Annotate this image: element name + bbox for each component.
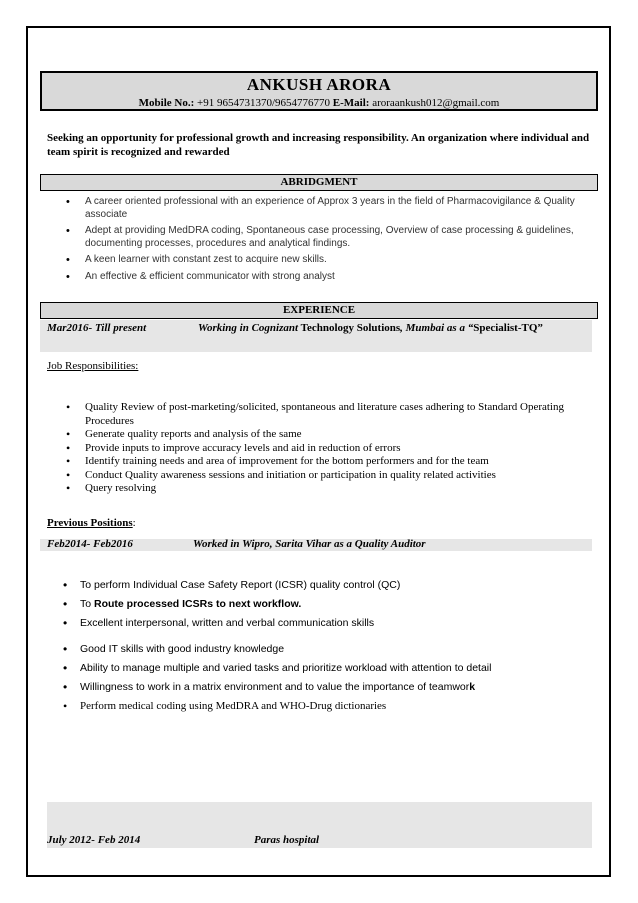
list-item: • To perform Individual Case Safety Report (ICSR) quality control (QC) (63, 577, 593, 596)
role-prefix: Working in Cognizant (198, 322, 299, 334)
contact-line (42, 97, 596, 109)
list-item: • To Route processed ICSRs to next workflow. (63, 596, 593, 615)
wipro-position-row (40, 539, 592, 551)
list-item: • A career oriented professional with an experience of Approx 3 years in the field of Pharmacovigilance & Quality associate (66, 196, 596, 221)
position-title: Specialist-TQ” (473, 322, 543, 334)
list-item: • Quality Review of post-marketing/solicited, spontaneous and literature cases adhering to Standard Operating Procedures (66, 401, 586, 428)
list-item: • Provide inputs to improve accuracy levels and aid in reduction of errors (66, 442, 586, 456)
responsibilities-list (66, 401, 586, 496)
paras-company: Paras hospital (254, 834, 320, 846)
mobile-label: Mobile No.: (138, 97, 195, 109)
paras-position-row (47, 834, 587, 846)
list-item: • Ability to manage multiple and varied tasks and prioritize workload with attention to detail (63, 660, 593, 679)
current-role (198, 322, 543, 334)
list-item: • Identify training needs and area of improvement for the bottom performers and for the team (66, 455, 586, 469)
objective-statement: Seeking an opportunity for professional growth and increasing responsibility. An organization where individual and team spirit is recognized and rewarded (47, 132, 590, 158)
resume-header (40, 71, 598, 111)
list-item: • Generate quality reports and analysis of the same (66, 428, 586, 442)
list-item: • Good IT skills with good industry knowledge (63, 641, 593, 660)
experience-heading: EXPERIENCE (40, 302, 598, 319)
current-position-row (40, 320, 592, 352)
wipro-duties-list (63, 577, 593, 717)
list-item: • Excellent interpersonal, written and verbal communication skills (63, 615, 593, 634)
mobile-value: +91 9654731370/9654776770 (194, 97, 333, 109)
role-suffix: , Mumbai as a “ (400, 322, 474, 334)
list-item: • Perform medical coding using MedDRA and WHO-Drug dictionaries (63, 698, 593, 717)
current-date-range: Mar2016- Till present (47, 322, 147, 334)
list-item: • An effective & efficient communicator with strong analyst (66, 271, 596, 284)
list-item: • Willingness to work in a matrix environment and to value the importance of teamwork (63, 679, 593, 698)
wipro-role: Worked in Wipro, Sarita Vihar as a Quality Auditor (193, 538, 426, 550)
job-responsibilities-label: Job Responsibilities: (47, 360, 139, 372)
wipro-date-range: Feb2014- Feb2016 (47, 538, 133, 550)
email-value: aroraankush012@gmail.com (369, 97, 500, 109)
list-item: • A keen learner with constant zest to acquire new skills. (66, 254, 596, 267)
company-name: Technology Solutions (298, 322, 401, 334)
abridgment-list (66, 196, 596, 287)
list-item: • Adept at providing MedDRA coding, Spontaneous case processing, Overview of case processing & guidelines, documenting processes, procedures and analytical findings. (66, 225, 596, 250)
paras-date-range: July 2012- Feb 2014 (47, 834, 141, 846)
abridgment-heading: ABRIDGMENT (40, 174, 598, 191)
previous-positions-label: Previous Positions: (47, 517, 136, 529)
email-label: E-Mail: (332, 97, 370, 109)
candidate-name: ANKUSH ARORA (246, 75, 392, 94)
list-item: • Conduct Quality awareness sessions and initiation or participation in quality related activities (66, 469, 586, 483)
list-item: • Query resolving (66, 482, 586, 496)
previous-positions-text: Previous Positions (47, 517, 133, 529)
